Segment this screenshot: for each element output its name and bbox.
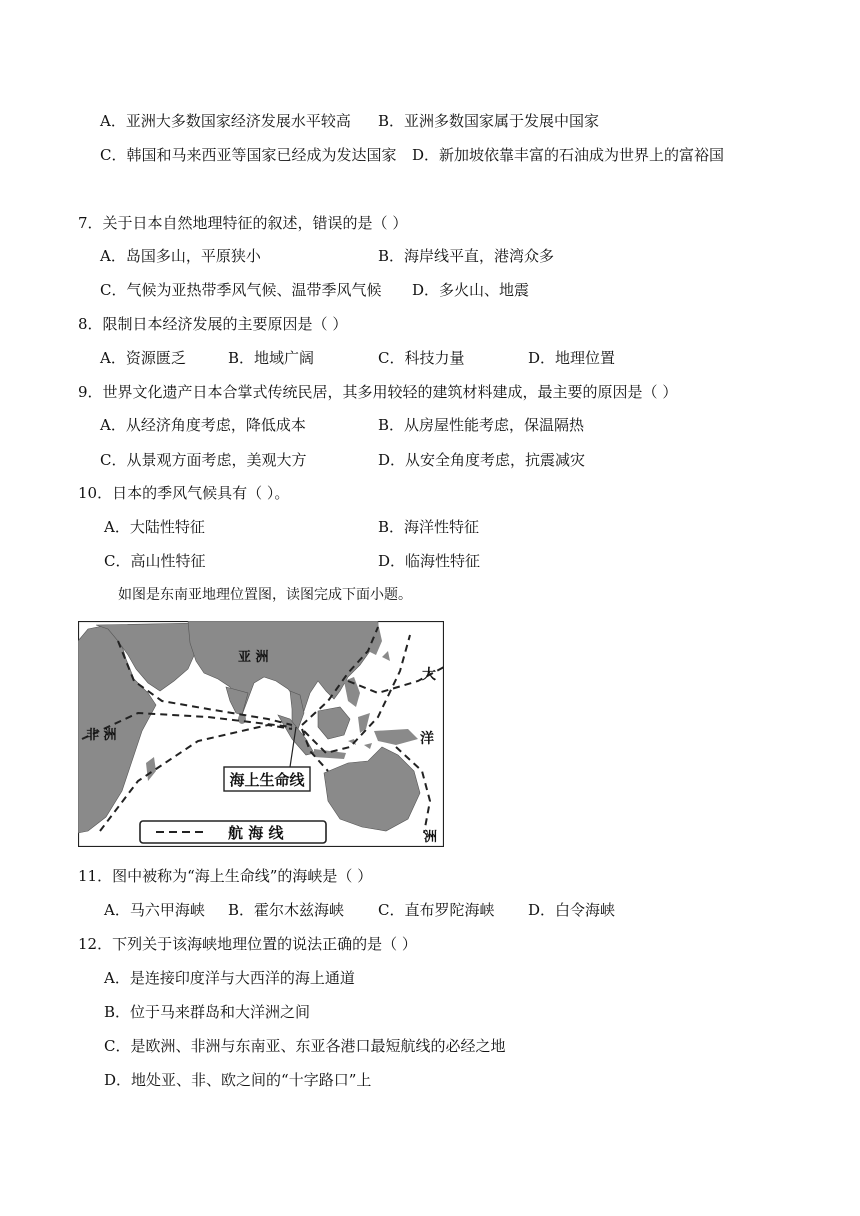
q7-stem: 7．关于日本自然地理特征的叙述，错误的是（ ） bbox=[78, 214, 408, 232]
q12-option-d: D．地处亚、非、欧之间的“十字路口”上 bbox=[104, 1071, 372, 1089]
q10-option-c: C．高山性特征 bbox=[104, 552, 206, 570]
q11-option-b: B．霍尔木兹海峡 bbox=[228, 901, 345, 919]
q10-stem: 10．日本的季风气候具有（ ）。 bbox=[78, 484, 290, 502]
q7-option-d: D．多火山、地震 bbox=[412, 281, 530, 299]
q7-option-c: C．气候为亚热带季风气候、温带季风气候 bbox=[100, 281, 382, 299]
q11-option-c: C．直布罗陀海峡 bbox=[378, 901, 495, 919]
q12-option-a: A．是连接印度洋与大西洋的海上通道 bbox=[104, 969, 355, 987]
label-da: 大 bbox=[422, 667, 436, 683]
q11-stem: 11．图中被称为“海上生命线”的海峡是（ ） bbox=[78, 867, 373, 885]
legend-label: 航 海 线 bbox=[228, 824, 284, 842]
label-zhou: 洲 bbox=[424, 830, 438, 845]
q6-option-d: D．新加坡依靠丰富的石油成为世界上的富裕国 bbox=[412, 146, 725, 164]
label-africa: 非 洲 bbox=[86, 728, 117, 743]
label-asia: 亚 洲 bbox=[238, 650, 269, 665]
q8-option-d: D．地理位置 bbox=[528, 349, 616, 367]
q10-option-d: D．临海性特征 bbox=[378, 552, 481, 570]
q8-option-a: A．资源匮乏 bbox=[100, 349, 186, 367]
q12-option-b: B．位于马来群岛和大洋洲之间 bbox=[104, 1003, 311, 1021]
q6-option-a: A．亚洲大多数国家经济发展水平较高 bbox=[100, 112, 351, 130]
q12-stem: 12．下列关于该海峡地理位置的说法正确的是（ ） bbox=[78, 935, 417, 953]
q6-option-c: C．韩国和马来西亚等国家已经成为发达国家 bbox=[100, 146, 397, 164]
q9-option-b: B．从房屋性能考虑，保温隔热 bbox=[378, 416, 585, 434]
q10-option-a: A．大陆性特征 bbox=[104, 518, 205, 536]
q8-stem: 8．限制日本经济发展的主要原因是（ ） bbox=[78, 315, 348, 333]
label-yang: 洋 bbox=[420, 731, 434, 747]
southeast-asia-map bbox=[78, 621, 444, 847]
q7-option-b: B．海岸线平直，港湾众多 bbox=[378, 247, 555, 265]
q9-option-d: D．从安全角度考虑，抗震减灾 bbox=[378, 451, 586, 469]
q9-stem: 9．世界文化遗产日本合掌式传统民居，其多用较轻的建筑材料建成，最主要的原因是（ ） bbox=[78, 383, 678, 401]
q7-option-a: A．岛国多山，平原狭小 bbox=[100, 247, 261, 265]
map-intro: 如图是东南亚地理位置图，读图完成下面小题。 bbox=[118, 587, 412, 603]
callout-label: 海上生命线 bbox=[229, 771, 305, 789]
q9-option-c: C．从景观方面考虑，美观大方 bbox=[100, 451, 307, 469]
q6-option-b: B．亚洲多数国家属于发展中国家 bbox=[378, 112, 600, 130]
q8-option-c: C．科技力量 bbox=[378, 349, 465, 367]
q9-option-a: A．从经济角度考虑，降低成本 bbox=[100, 416, 306, 434]
q10-option-b: B．海洋性特征 bbox=[378, 518, 480, 536]
q8-option-b: B．地域广阔 bbox=[228, 349, 315, 367]
q11-option-d: D．白令海峡 bbox=[528, 901, 616, 919]
q12-option-c: C．是欧洲、非洲与东南亚、东亚各港口最短航线的必经之地 bbox=[104, 1037, 506, 1055]
q11-option-a: A．马六甲海峡 bbox=[104, 901, 205, 919]
